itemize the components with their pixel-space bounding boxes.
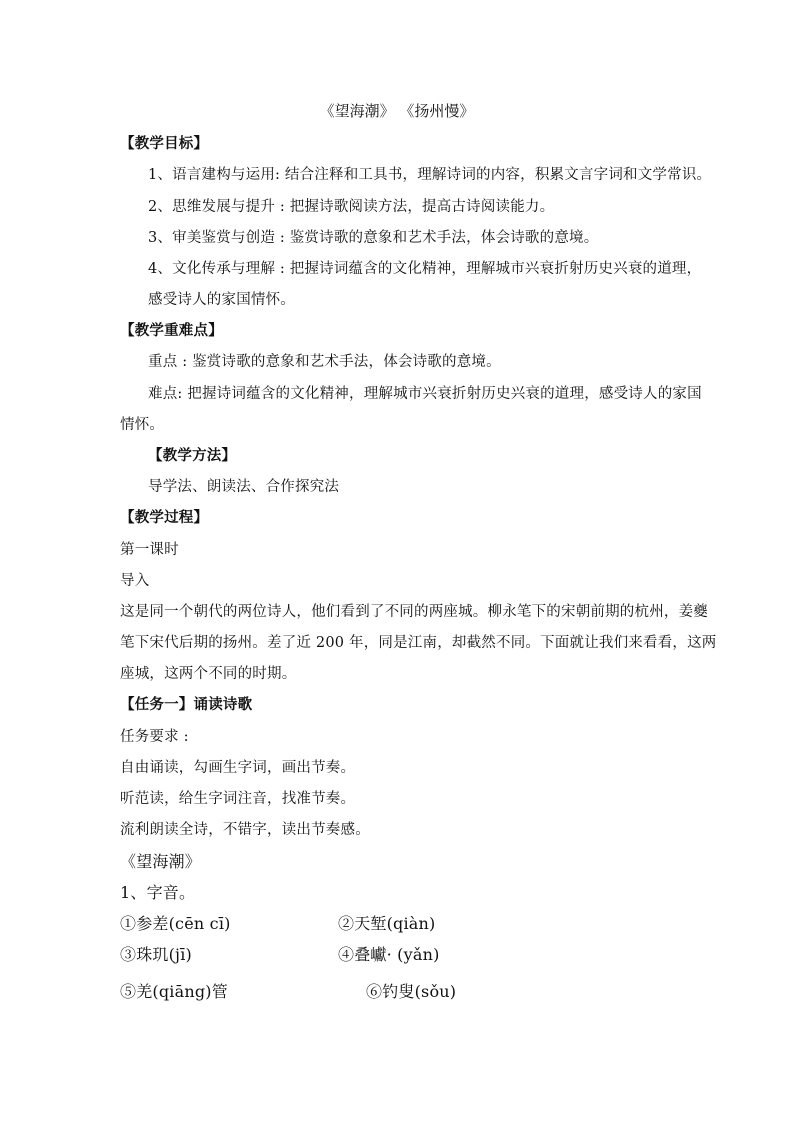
pron-item-6: ⑥钓叟(sǒu)	[366, 982, 457, 1001]
methods-heading: 【教学方法】	[148, 447, 237, 464]
task1-heading: 【任务一】诵读诗歌	[120, 696, 253, 713]
intro-label: 导入	[120, 573, 150, 589]
goal-item-2: 2、思维发展与提升 : 把握诗歌阅读方法，提高古诗阅读能力。	[148, 199, 555, 215]
goal-item-4-cont: 感受诗人的家国情怀。	[148, 292, 295, 308]
pron-item-1: ①参差(cēn cī)	[120, 914, 231, 933]
pron-item-5: ⑤羌(qiāng)管	[120, 982, 228, 1001]
task1-requirement-3: 流利朗读全诗，不错字，读出节奏感。	[120, 822, 370, 838]
goals-heading: 【教学目标】	[120, 135, 209, 152]
key-point: 重点 : 鉴赏诗歌的意象和艺术手法，体会诗歌的意境。	[148, 354, 501, 370]
task1-requirements-label: 任务要求 :	[120, 729, 189, 745]
task1-requirement-2: 听范读，给生字词注音，找准节奏。	[120, 791, 356, 807]
intro-line-3: 座城，这两个不同的时期。	[120, 666, 297, 682]
goal-item-1: 1、语言建构与运用: 结合注释和工具书，理解诗词的内容，积累文言字词和文学常识。	[148, 167, 712, 183]
lesson-label: 第一课时	[120, 542, 179, 558]
pron-item-3: ③珠玑(jī)	[120, 945, 192, 964]
intro-line-2: 笔下宋代后期的扬州。差了近 200 年，同是江南，却截然不同。下面就让我们来看看，这两	[120, 635, 717, 651]
process-heading: 【教学过程】	[120, 509, 209, 526]
goal-item-4: 4、文化传承与理解 : 把握诗词蕴含的文化精神，理解城市兴衰折射历史兴衰的道理，	[148, 261, 702, 277]
task1-requirement-1: 自由诵读，勾画生字词，画出节奏。	[120, 760, 356, 776]
document-title: 《望海潮》 《扬州慢》	[319, 102, 475, 120]
pronunciation-heading: 1、字音。	[120, 883, 196, 902]
difficult-point-cont: 情怀。	[120, 417, 165, 433]
methods-text: 导学法、朗读法、合作探究法	[148, 479, 340, 495]
goal-item-3: 3、审美鉴赏与创造 : 鉴赏诗歌的意象和艺术手法，体会诗歌的意境。	[148, 230, 599, 246]
difficult-point: 难点: 把握诗词蕴含的文化精神，理解城市兴衰折射历史兴衰的道理，感受诗人的家国	[148, 386, 702, 402]
poem-title: 《望海潮》	[120, 852, 202, 871]
key-points-heading: 【教学重难点】	[120, 322, 223, 339]
pron-item-4: ④叠巘· (yǎn)	[338, 945, 440, 964]
intro-line-1: 这是同一个朝代的两位诗人，他们看到了不同的两座城。柳永笔下的宋朝前期的杭州，姜夔	[120, 604, 708, 620]
pron-item-2: ②天堑(qiàn)	[338, 914, 436, 933]
